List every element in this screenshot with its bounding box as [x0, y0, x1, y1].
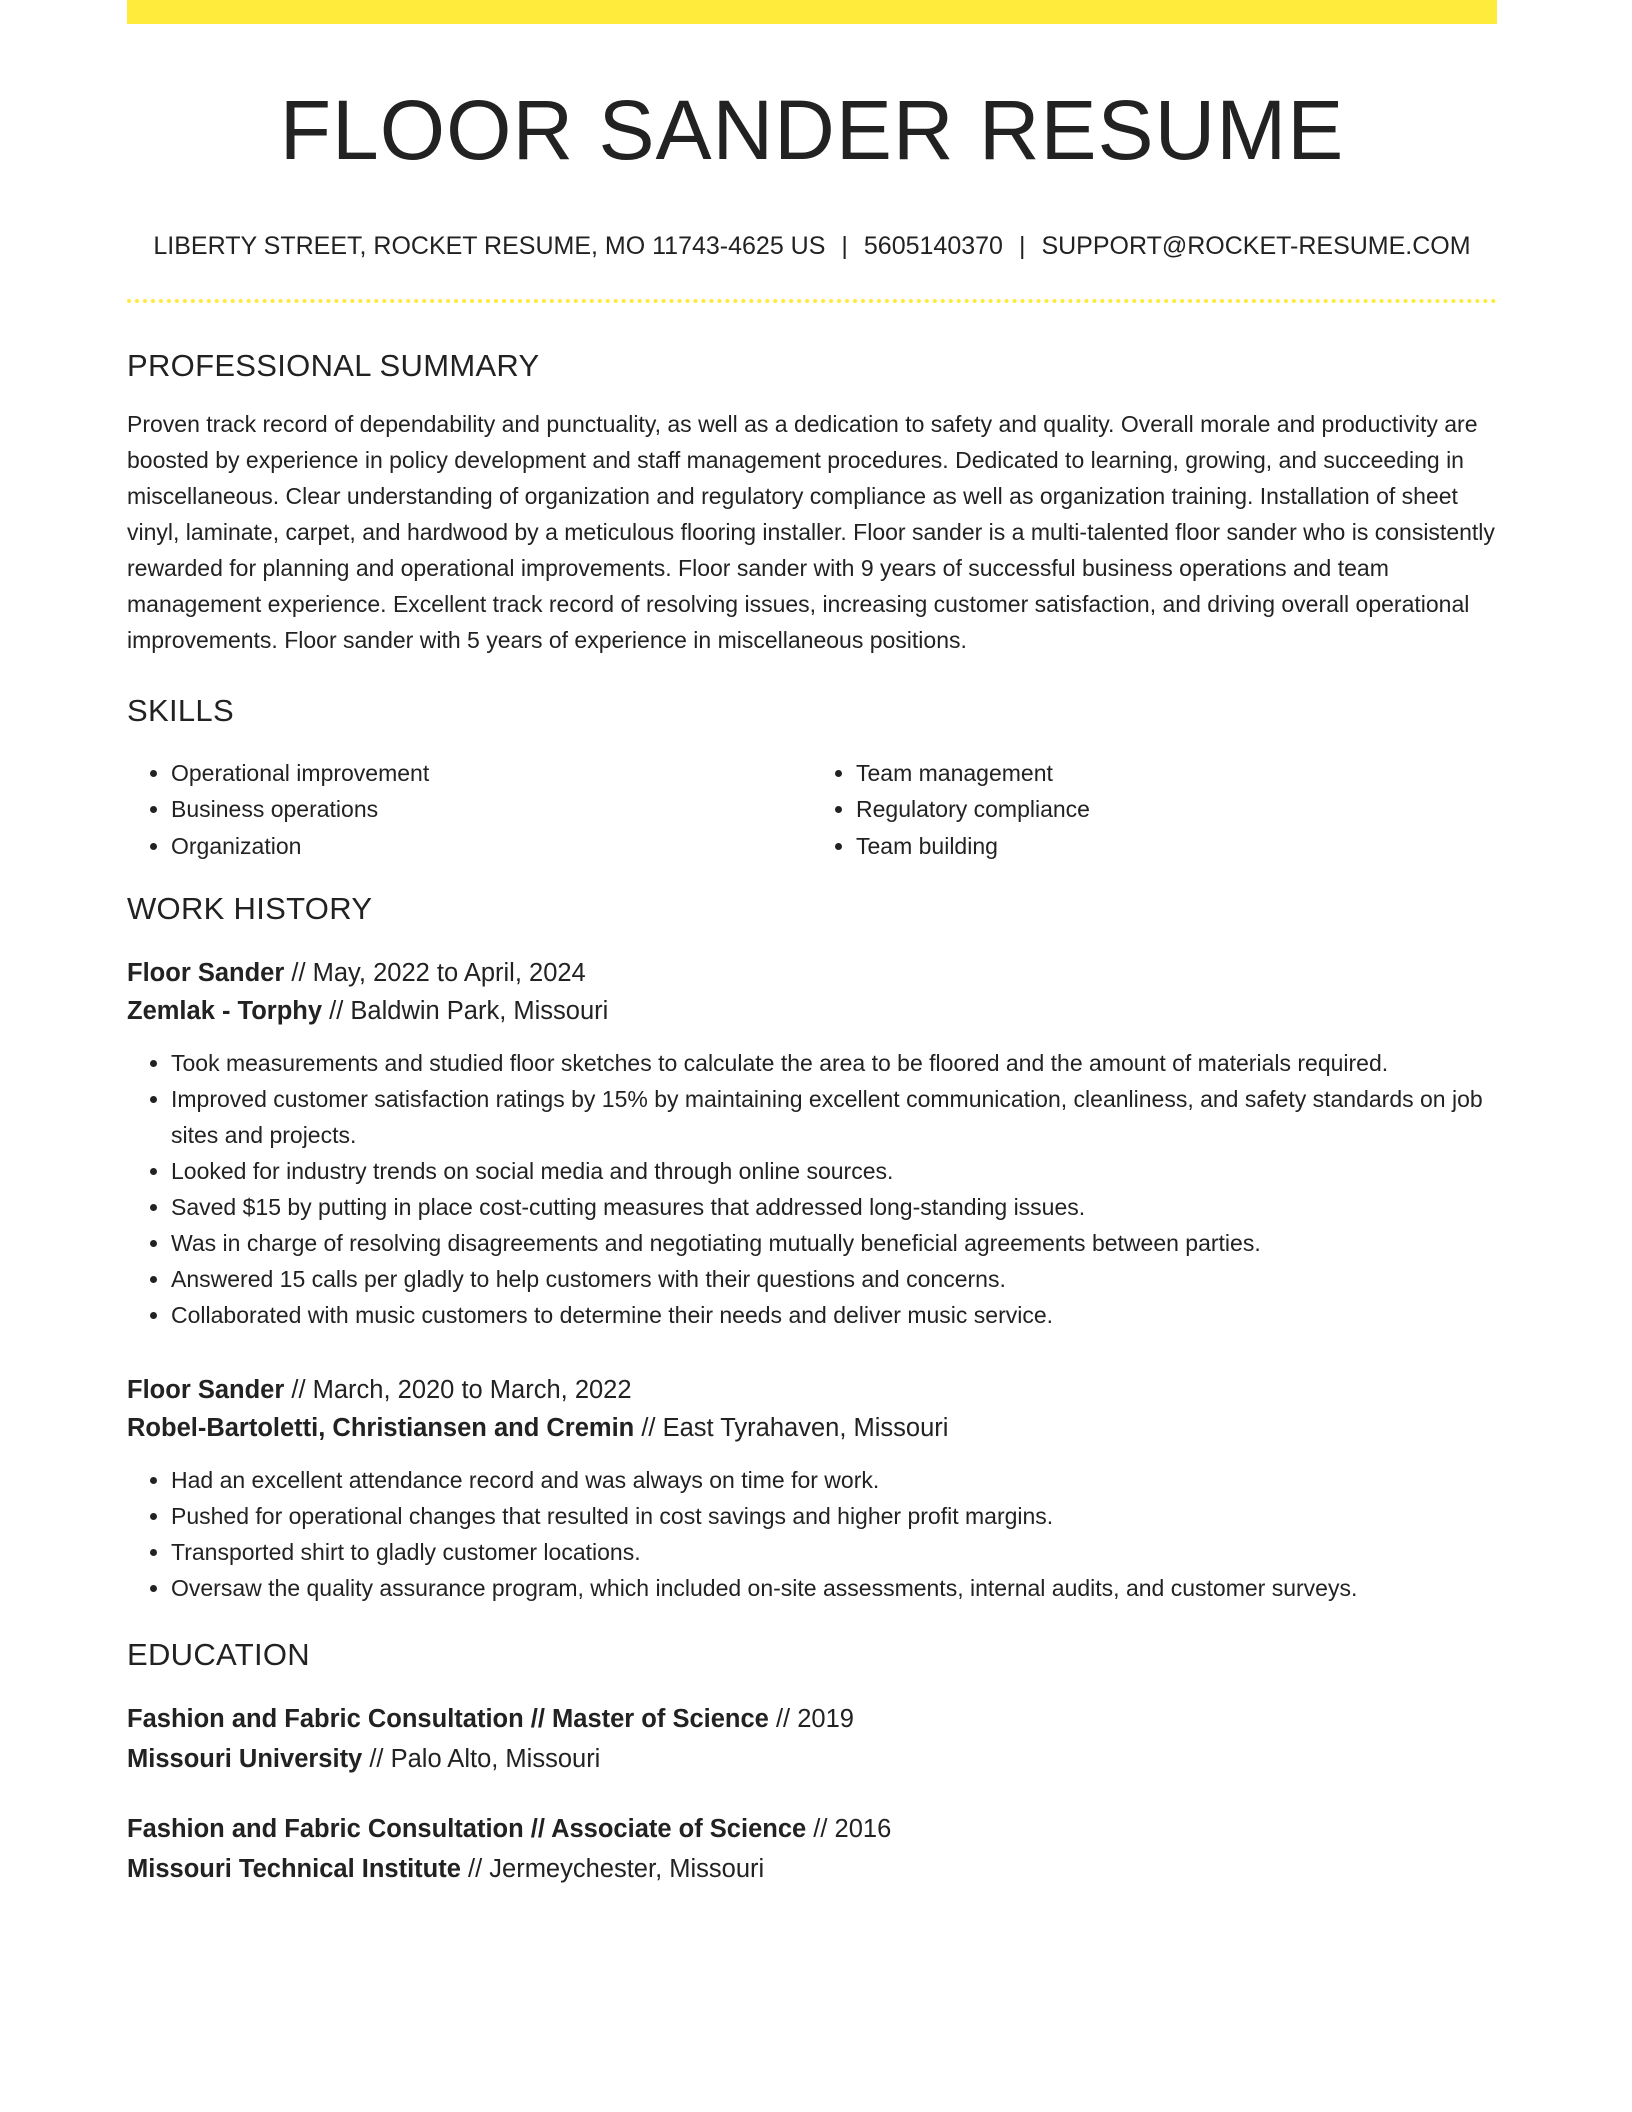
resume-page [127, 0, 1497, 1889]
separator: // [806, 1814, 835, 1843]
job-company-line [127, 992, 1497, 1030]
skill-item: • Operational improvement [171, 755, 812, 792]
job-bullets [127, 1462, 1497, 1606]
separator: // [362, 1744, 391, 1773]
job-location: Baldwin Park, Missouri [350, 996, 609, 1025]
degree-line [127, 1809, 1497, 1849]
work-history-heading: WORK HISTORY [127, 891, 373, 927]
contact-line [127, 231, 1497, 261]
job-company: Robel-Bartoletti, Christiansen and Cremin [127, 1413, 635, 1442]
separator: // [460, 1854, 490, 1883]
skills-heading: SKILLS [127, 692, 234, 728]
job-entry [127, 954, 1497, 1333]
school-line [127, 1849, 1497, 1889]
contact-separator: | [1018, 231, 1026, 260]
dotted-divider [127, 299, 1497, 303]
degree-line [127, 1699, 1497, 1739]
separator: // [284, 958, 313, 987]
job-bullet: • Transported shirt to gladly customer locations. [171, 1534, 1497, 1570]
job-title-line [127, 954, 1497, 992]
job-bullet: • Saved $15 by putting in place cost-cutting measures that addressed long-standing issues. [171, 1189, 1497, 1225]
job-bullet: • Answered 15 calls per gladly to help customers with their questions and concerns. [171, 1261, 1497, 1297]
job-bullet: • Was in charge of resolving disagreements and negotiating mutually beneficial agreements between parties. [171, 1225, 1497, 1261]
contact-phone: 5605140370 [863, 231, 1003, 260]
contact-email: SUPPORT@ROCKET-RESUME.COM [1041, 231, 1471, 260]
skills-column-right [812, 755, 1497, 865]
summary-text: Proven track record of dependability and punctuality, as well as a dedication to safety and quality. Overall morale and productivity are boosted by experience in policy development and staff management procedures. Dedicated to learning, growing, and succeeding in miscellaneous. Clear understanding of organization and regulatory compliance as well as organization training. Installation of sheet vinyl, laminate, carpet, and hardwood by a meticulous flooring installer. Floor sander is a multi-talented floor sander who is consistently rewarded for planning and operational improvements. Floor sander with 9 years of successful business operations and team management experience. Excellent track record of resolving issues, increasing customer satisfaction, and driving overall operational improvements. Floor sander with 5 years of experience in miscellaneous positions. [127, 410, 1495, 653]
job-bullet: • Pushed for operational changes that resulted in cost savings and higher profit margins. [171, 1498, 1497, 1534]
job-bullet: • Oversaw the quality assurance program, which included on-site assessments, internal audits, and customer surveys. [171, 1570, 1497, 1606]
skill-item: • Business operations [171, 791, 812, 828]
job-company-line [127, 1409, 1497, 1447]
education-heading: EDUCATION [127, 1636, 310, 1672]
job-bullet: • Improved customer satisfaction ratings by 15% by maintaining excellent communication, cleanliness, and safety standards on job sites and projects. [171, 1081, 1497, 1153]
skill-item: • Team management [856, 755, 1497, 792]
job-dates: March, 2020 to March, 2022 [312, 1375, 632, 1404]
job-entry [127, 1371, 1497, 1606]
skills-list [127, 755, 1497, 865]
skills-column-left [127, 755, 812, 865]
skill-item: • Team building [856, 828, 1497, 865]
school-line [127, 1739, 1497, 1779]
graduation-year: 2016 [834, 1814, 892, 1843]
skill-item: • Organization [171, 828, 812, 865]
job-location: East Tyrahaven, Missouri [662, 1413, 949, 1442]
separator: // [322, 996, 351, 1025]
skill-item: • Regulatory compliance [856, 791, 1497, 828]
degree: Fashion and Fabric Consultation // Associate of Science [127, 1814, 807, 1843]
education-entry [127, 1809, 1497, 1889]
job-bullets [127, 1045, 1497, 1333]
job-title: Floor Sander [127, 958, 285, 987]
top-accent-bar [127, 0, 1497, 24]
job-title-line [127, 1371, 1497, 1409]
school: Missouri Technical Institute [127, 1854, 461, 1883]
degree: Fashion and Fabric Consultation // Master of Science [127, 1704, 769, 1733]
education-entry [127, 1699, 1497, 1779]
resume-title: FLOOR SANDER RESUME [279, 83, 1345, 177]
graduation-year: 2019 [797, 1704, 854, 1733]
school-location: Jermeychester, Missouri [489, 1854, 765, 1883]
job-bullet: • Looked for industry trends on social media and through online sources. [171, 1153, 1497, 1189]
school: Missouri University [127, 1744, 363, 1773]
job-bullet: • Took measurements and studied floor sketches to calculate the area to be floored and the amount of materials required. [171, 1045, 1497, 1081]
separator: // [284, 1375, 313, 1404]
job-bullet: • Collaborated with music customers to determine their needs and deliver music service. [171, 1297, 1497, 1333]
school-location: Palo Alto, Missouri [390, 1744, 601, 1773]
job-title: Floor Sander [127, 1375, 285, 1404]
separator: // [768, 1704, 798, 1733]
job-company: Zemlak - Torphy [127, 996, 323, 1025]
job-dates: May, 2022 to April, 2024 [312, 958, 586, 987]
contact-separator: | [841, 231, 848, 260]
summary-heading: PROFESSIONAL SUMMARY [127, 347, 540, 383]
job-bullet: • Had an excellent attendance record and was always on time for work. [171, 1462, 1497, 1498]
separator: // [634, 1413, 663, 1442]
contact-address: LIBERTY STREET, ROCKET RESUME, MO 11743-4625 US [153, 231, 826, 260]
